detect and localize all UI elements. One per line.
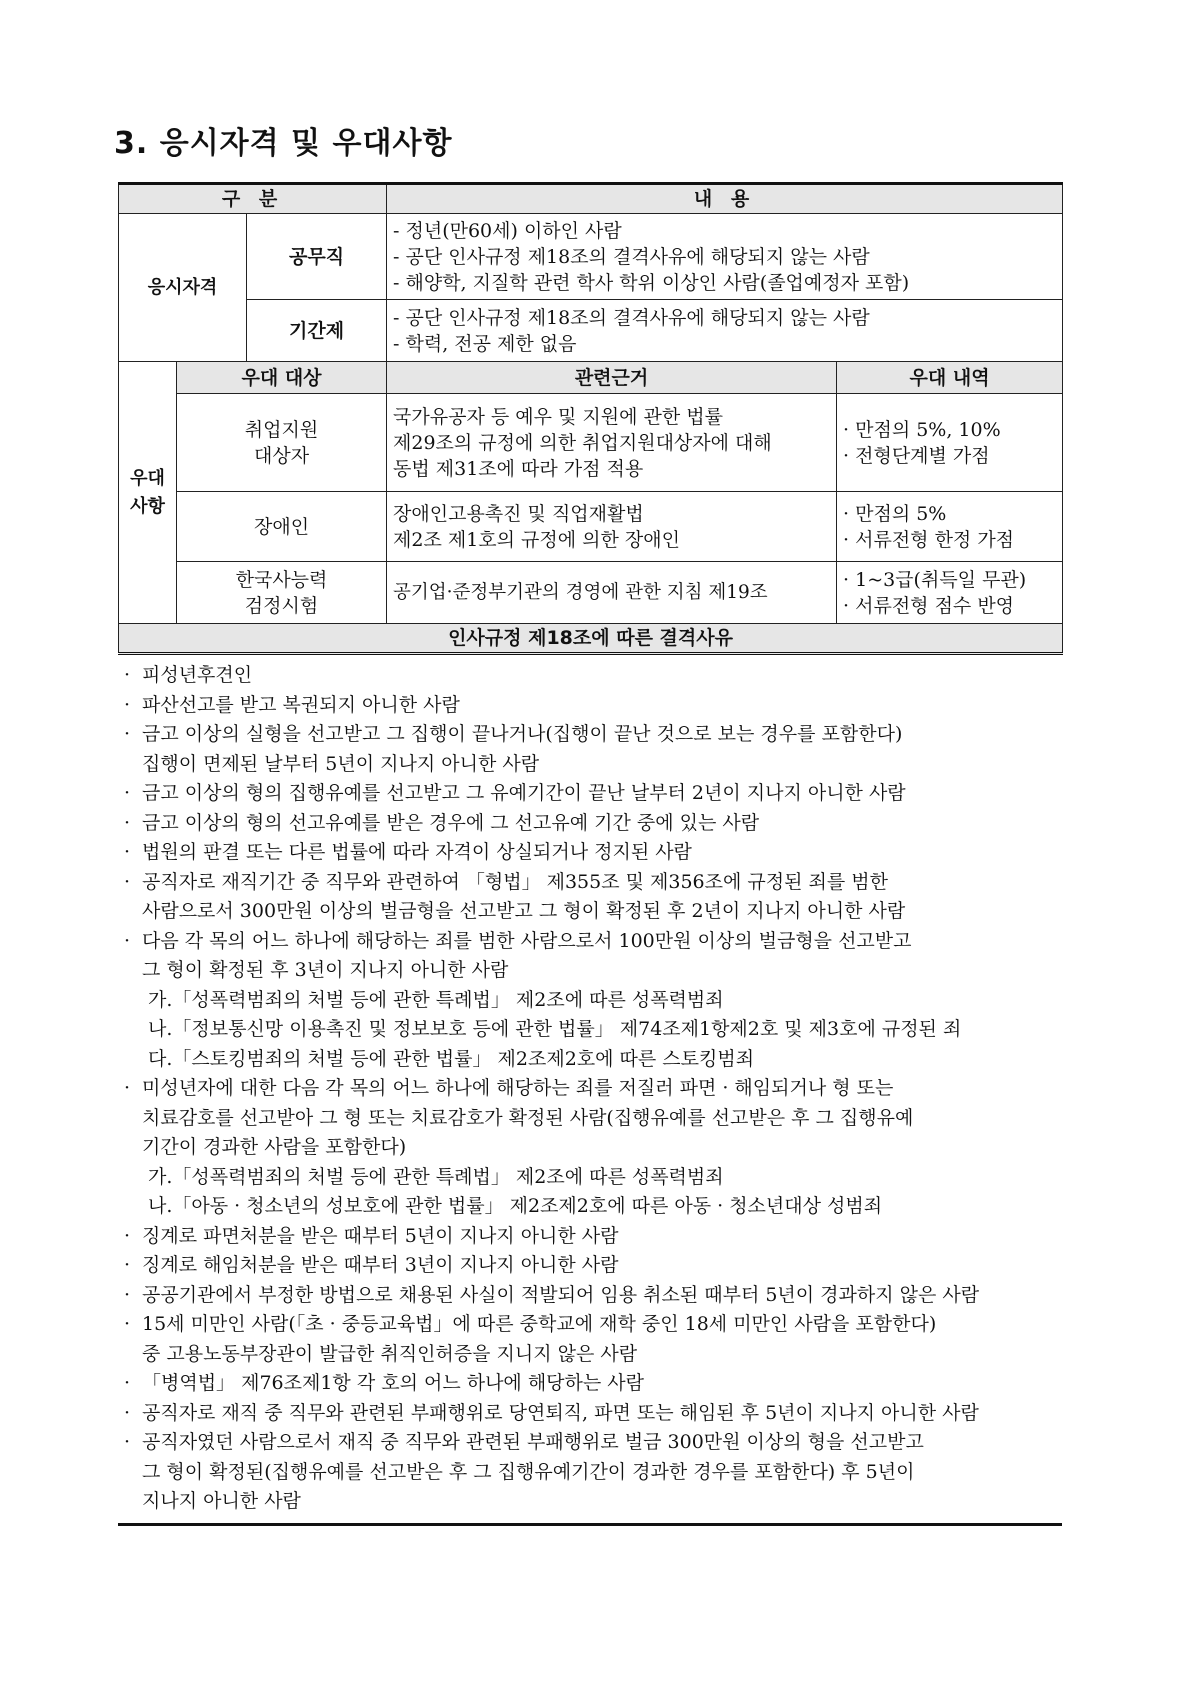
- bullet-icon: ·: [124, 693, 131, 716]
- bullet-icon: ·: [124, 1077, 131, 1099]
- list-item: · 피성년후견인: [118, 661, 1062, 691]
- pref-target: 장애인: [177, 492, 387, 562]
- sub-item: 나.「정보통신망 이용촉진 및 정보보호 등에 관한 법률」 제74조제1항제2호 및 제3호에 규정된 죄: [148, 1018, 962, 1040]
- sub-item: 다.「스토킹범죄의 처벌 등에 관한 법률」 제2조제2호에 따른 스토킹범죄: [148, 1047, 755, 1070]
- bullet-icon: ·: [124, 841, 131, 863]
- page-title: 3. 응시자격 및 우대사항: [114, 126, 453, 161]
- list-item-continued: 기간이 경과한 사람을 포함한다): [142, 1136, 407, 1158]
- pref-target: 한국사능력 검정시험: [177, 562, 387, 624]
- pref-basis: 국가유공자 등 예우 및 지원에 관한 법률 제29조의 규정에 의한 취업지원대상자에 대해 동법 제31조에 따라 가점 적용: [387, 394, 837, 492]
- list-item: · 징계로 해임처분을 받은 때부터 3년이 지나지 아니한 사람: [118, 1251, 1062, 1281]
- list-item-continued: 중 고용노동부장관이 발급한 취직인허증을 지니지 않은 사람: [142, 1342, 638, 1365]
- list-item-continued: 지나지 아니한 사람: [142, 1490, 301, 1512]
- list-item: - 해양학, 지질학 관련 학사 학위 이상인 사람(졸업예정자 포함): [393, 271, 910, 294]
- list-item-continued: 그 형이 확정된(집행유예를 선고받은 후 그 집행유예기간이 경과한 경우를 포함한다) 후 5년이: [142, 1460, 915, 1483]
- header-category: 구 분: [119, 184, 387, 214]
- type-contract-items: [387, 300, 1063, 362]
- list-item: · 15세 미만인 사람(「초 · 중등교육법」에 따른 중학교에 재학 중인 18세 미만인 사람을 포함한다): [118, 1310, 1062, 1340]
- bullet-icon: ·: [124, 1283, 131, 1306]
- pref-target: 취업지원 대상자: [177, 394, 387, 492]
- bullet-icon: ·: [124, 1372, 131, 1394]
- bullet-icon: ·: [124, 1401, 131, 1424]
- col-basis: 관련근거: [387, 362, 837, 394]
- pref-detail: · 만점의 5% · 서류전형 한정 가점: [837, 492, 1063, 562]
- bullet-icon: ·: [124, 1254, 131, 1276]
- list-item: - 정년(만60세) 이하인 사람: [393, 219, 622, 242]
- list-item: · 공공기관에서 부정한 방법으로 채용된 사실이 적발되어 임용 취소된 때부터 5년이 경과하지 않은 사람: [118, 1281, 1062, 1311]
- eligibility-label: 응시자격: [119, 214, 247, 362]
- type-contract: 기간제: [247, 300, 387, 362]
- bullet-icon: ·: [124, 929, 131, 952]
- eligibility-table: [118, 182, 1063, 655]
- list-item: · 공직자로 재직기간 중 직무와 관련하여 「형법」 제355조 및 제356조에 규정된 죄를 범한: [118, 868, 1062, 898]
- reasons-title: 인사규정 제18조에 따른 결격사유: [119, 624, 1063, 654]
- list-item-continued: 집행이 면제된 날부터 5년이 지나지 아니한 사람: [142, 752, 540, 775]
- list-item: · 공직자였던 사람으로서 재직 중 직무와 관련된 부패행위로 벌금 300만원 이상의 형을 선고받고: [118, 1428, 1062, 1458]
- pref-basis: 공기업·준정부기관의 경영에 관한 지침 제19조: [387, 562, 837, 624]
- bullet-icon: ·: [124, 723, 131, 745]
- list-item: - 공단 인사규정 제18조의 결격사유에 해당되지 않는 사람: [393, 245, 870, 268]
- list-item: · 「병역법」 제76조제1항 각 호의 어느 하나에 해당하는 사람: [118, 1369, 1062, 1399]
- col-target: 우대 대상: [177, 362, 387, 394]
- list-item: · 금고 이상의 형의 선고유예를 받은 경우에 그 선고유예 기간 중에 있는 사람: [118, 809, 1062, 839]
- pref-detail: · 1~3급(취득일 무관) · 서류전형 점수 반영: [837, 562, 1063, 624]
- eligibility-document: [118, 182, 1062, 1526]
- list-item-continued: 그 형이 확정된 후 3년이 지나지 아니한 사람: [142, 959, 509, 981]
- list-item: - 공단 인사규정 제18조의 결격사유에 해당되지 않는 사람: [393, 306, 870, 329]
- list-item: · 징계로 파면처분을 받은 때부터 5년이 지나지 아니한 사람: [118, 1222, 1062, 1252]
- list-item: · 금고 이상의 실형을 선고받고 그 집행이 끝나거나(집행이 끝난 것으로 보는 경우를 포함한다): [118, 720, 1062, 750]
- pref-detail: · 만점의 5%, 10% · 전형단계별 가점: [837, 394, 1063, 492]
- bullet-icon: ·: [124, 811, 131, 834]
- type-permanent-items: [387, 214, 1063, 300]
- list-item: · 다음 각 목의 어느 하나에 해당하는 죄를 범한 사람으로서 100만원 이상의 벌금형을 선고받고: [118, 927, 1062, 957]
- list-item: - 학력, 전공 제한 없음: [393, 332, 577, 355]
- list-item: · 미성년자에 대한 다음 각 목의 어느 하나에 해당하는 죄를 저질러 파면 · 해임되거나 형 또는: [118, 1074, 1062, 1104]
- bullet-icon: ·: [124, 1224, 131, 1247]
- list-item: · 파산선고를 받고 복권되지 아니한 사람: [118, 691, 1062, 721]
- header-content: 내 용: [387, 184, 1063, 214]
- sub-item: 가.「성폭력범죄의 처벌 등에 관한 특례법」 제2조에 따른 성폭력범죄: [148, 988, 724, 1011]
- list-item: · 금고 이상의 형의 집행유예를 선고받고 그 유예기간이 끝난 날부터 2년이 지나지 아니한 사람: [118, 779, 1062, 809]
- disqualification-list: [118, 655, 1062, 1526]
- bullet-icon: ·: [124, 782, 131, 804]
- bullet-icon: ·: [124, 1431, 131, 1453]
- sub-item: 가.「성폭력범죄의 처벌 등에 관한 특례법」 제2조에 따른 성폭력범죄: [148, 1165, 724, 1188]
- sub-item: 나.「아동 · 청소년의 성보호에 관한 법률」 제2조제2호에 따른 아동 · 청소년대상 성범죄: [148, 1195, 883, 1217]
- bullet-icon: ·: [124, 870, 131, 893]
- list-item: · 공직자로 재직 중 직무와 관련된 부패행위로 당연퇴직, 파면 또는 해임된 후 5년이 지나지 아니한 사람: [118, 1399, 1062, 1429]
- preference-label: 우대 사항: [119, 362, 177, 624]
- list-item: · 법원의 판결 또는 다른 법률에 따라 자격이 상실되거나 정지된 사람: [118, 838, 1062, 868]
- bullet-icon: ·: [124, 664, 131, 686]
- col-detail: 우대 내역: [837, 362, 1063, 394]
- list-item-continued: 치료감호를 선고받아 그 형 또는 치료감호가 확정된 사람(집행유예를 선고받은 후 그 집행유예: [142, 1106, 914, 1129]
- bullet-icon: ·: [124, 1313, 131, 1335]
- list-item-continued: 사람으로서 300만원 이상의 벌금형을 선고받고 그 형이 확정된 후 2년이 지나지 아니한 사람: [142, 900, 906, 922]
- pref-basis: 장애인고용촉진 및 직업재활법 제2조 제1호의 규정에 의한 장애인: [387, 492, 837, 562]
- type-permanent: 공무직: [247, 214, 387, 300]
